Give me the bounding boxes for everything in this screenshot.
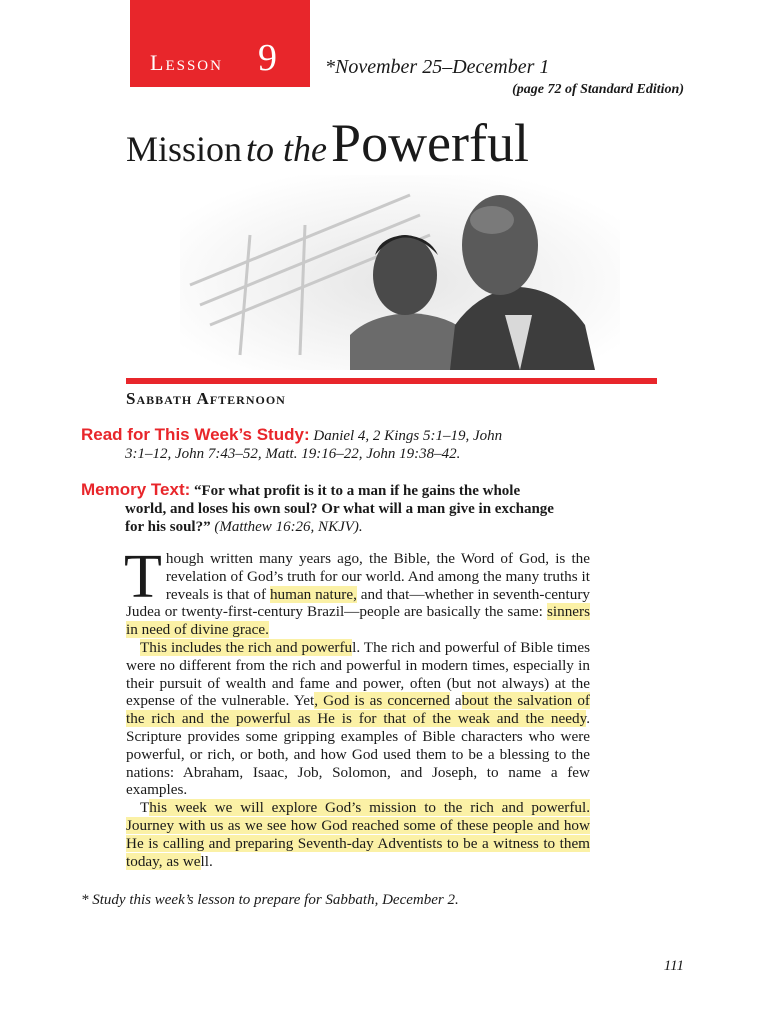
read-study-label: Read for This Week’s Study:: [81, 425, 310, 444]
highlight: , God is as concerned: [314, 692, 450, 710]
lesson-dates: *November 25–December 1: [325, 56, 550, 78]
lesson-tab: [130, 0, 310, 87]
footnote: * Study this week’s lesson to prepare for Sabbath, December 2.: [81, 892, 459, 908]
paragraph-1: Though written many years ago, the Bible, the Word of God, is the revelation of God’s truth for our world. And among the many truths it reveals is that of human nature, and that—whether in seventh-century Judea or twenty-first-century Brazil—people are basically the same: sinners in need of divine grace.: [124, 543, 590, 639]
standard-edition-ref: (page 72 of Standard Edition): [512, 82, 684, 97]
memory-text-label: Memory Text:: [81, 480, 191, 499]
read-for-study: [81, 426, 621, 463]
memory-text: [81, 481, 621, 536]
drop-cap: T: [124, 543, 162, 611]
highlight: This includes the rich and powerfu: [140, 638, 353, 656]
lesson-number: 9: [258, 37, 277, 79]
highlight: human nature,: [269, 585, 357, 603]
highlight: his week we will explore God’s mission to the rich and powerful. Journey with us as we see how God reached some of these people and how He is calling and preparing Seventh-day Adventists to be a witness to them today, as we: [126, 799, 590, 870]
two-men-illustration: [180, 175, 620, 370]
memory-quote-2: world, and loses his own soul? Or what will a man give in exchange: [125, 501, 554, 517]
highlight: bout the salvation of the rich and the powerful as He is for that of the weak and the needy: [126, 692, 590, 728]
memory-citation: (Matthew 16:26, NKJV).: [214, 519, 363, 535]
page-number: 111: [663, 958, 684, 974]
title-part-3: Powerful: [331, 113, 529, 173]
lesson-word: Lesson: [150, 50, 223, 75]
memory-quote-1: “For what profit is it to a man if he gains the whole: [194, 483, 521, 499]
lesson-body: [124, 543, 590, 870]
memory-quote-3: for his soul?”: [125, 519, 211, 535]
highlight: sinners in need of divine grace.: [126, 603, 590, 639]
section-heading: Sabbath Afternoon: [126, 389, 286, 408]
title-part-2: to the: [246, 129, 328, 169]
paragraph-3: This week we will explore God’s mission to the rich and powerful. Journey with us as we see how God reached some of these people and how He is calling and preparing Seventh-day Adventists to be a witness to them today, as well.: [126, 799, 590, 870]
read-study-refs-2: 3:1–12, John 7:43–52, Matt. 19:16–22, John 19:38–42.: [125, 446, 461, 462]
lesson-title: [126, 112, 529, 174]
read-study-refs-1: Daniel 4, 2 Kings 5:1–19, John: [313, 428, 503, 444]
section-divider: [126, 378, 657, 384]
title-part-1: Mission: [126, 129, 243, 169]
paragraph-2: This includes the rich and powerful. The rich and powerful of Bible times were no different from the rich and powerful in modern times, especially in their pursuit of wealth and fame and power, often (but not always) at the expense of the vulnerable. Yet, God is as concerned about the salvation of the rich and the powerful as He is for that of the weak and the needy. Scripture provides some gripping examples of Bible characters who were powerful, or rich, or both, and how God used them to be a blessing to the nations: Abraham, Isaac, Job, Solomon, and Joseph, to name a few examples.: [126, 638, 590, 799]
